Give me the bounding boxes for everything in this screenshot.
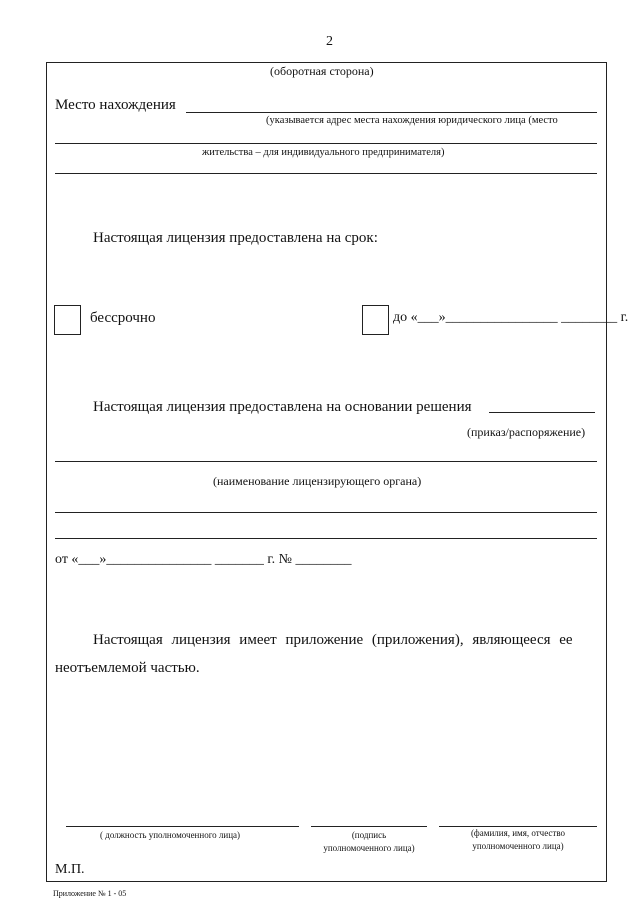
appendix-line-2: неотъемлемой частью. [55,660,200,676]
basis-text: Настоящая лицензия предоставлена на основании решения [93,399,472,415]
name-hint-2: уполномоченного лица) [472,841,564,851]
basis-field-line[interactable] [489,412,595,413]
decision-date-field[interactable]: от «___»_______________ _______ г. № ________ [55,552,352,567]
location-field-line-2[interactable] [55,143,597,144]
authority-field-line-3[interactable] [55,538,597,539]
signature-hint-2: уполномоченного лица) [323,843,415,853]
authority-field-line-2[interactable] [55,512,597,513]
location-hint-1: (указывается адрес места нахождения юридического лица (место [266,115,558,126]
full-name-line[interactable] [439,826,597,827]
footer-note: Приложение № 1 - 05 [53,889,127,898]
name-hint-1: (фамилия, имя, отчество [470,828,566,838]
indefinite-checkbox[interactable] [54,305,81,335]
until-checkbox[interactable] [362,305,389,335]
signature-hint-1: (подпись [351,830,387,840]
authority-field-line[interactable] [55,461,597,462]
position-line[interactable] [66,826,299,827]
until-date-field[interactable]: до «___»________________ ________ г. [393,310,629,325]
term-heading: Настоящая лицензия предоставлена на срок: [93,230,378,246]
signature-line[interactable] [311,826,427,827]
location-hint-2: жительства – для индивидуального предпринимателя) [202,147,445,158]
appendix-line-1: Настоящая лицензия имеет приложение (приложения), являющееся ее [93,632,573,648]
authority-hint: (наименование лицензирующего органа) [213,474,422,488]
location-field-line-3[interactable] [55,173,597,174]
location-label: Место нахождения [55,97,176,113]
indefinite-label: бессрочно [90,310,156,326]
form-frame [46,62,607,882]
position-hint: ( должность уполномоченного лица) [100,830,241,840]
location-field-line[interactable] [186,112,597,113]
side-label: (оборотная сторона) [270,64,374,78]
page-number: 2 [326,34,333,49]
basis-hint: (приказ/распоряжение) [467,425,586,439]
stamp-label: М.П. [55,862,85,877]
